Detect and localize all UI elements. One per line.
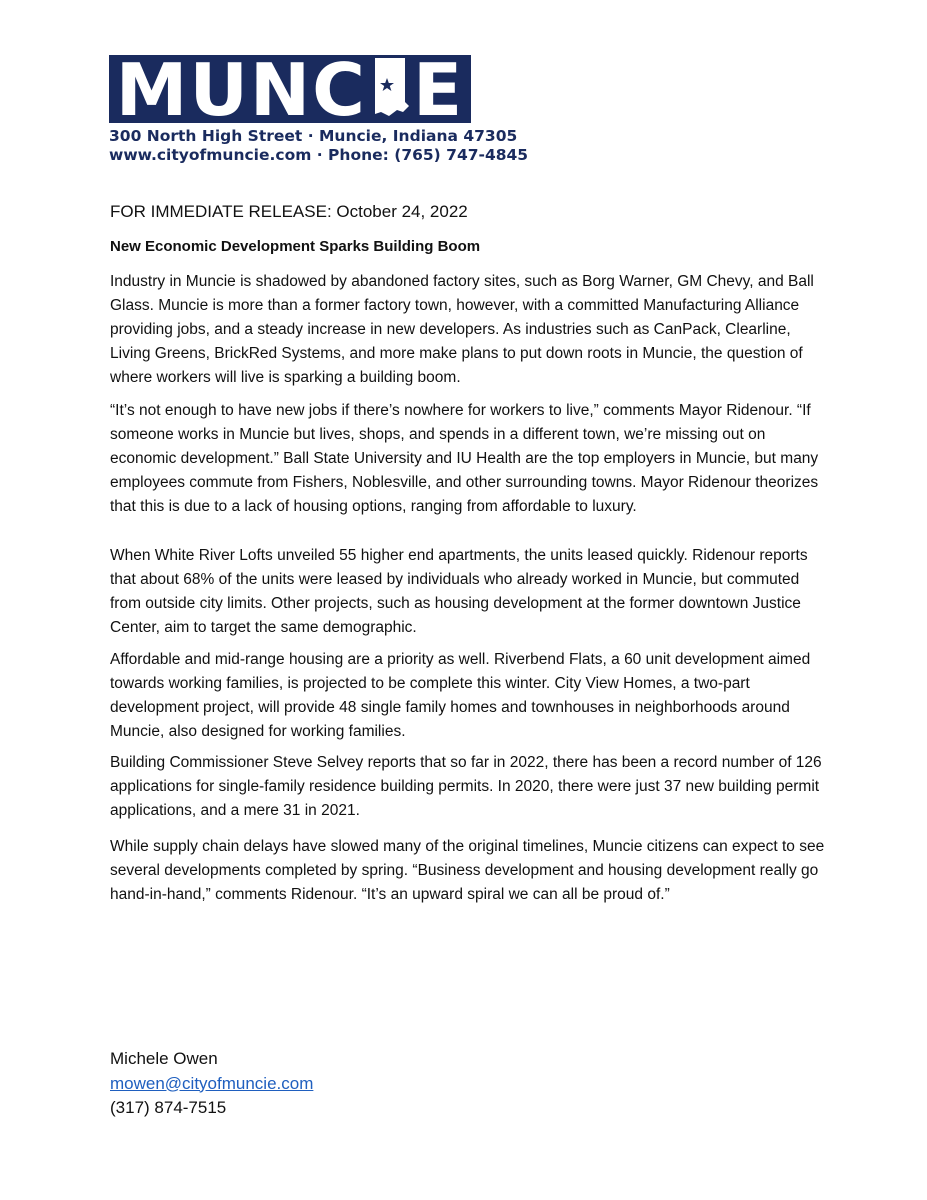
- paragraph: “It’s not enough to have new jobs if there’s nowhere for workers to live,” comments Mayor Ridenour. “If someone works in Muncie but lives, shops, and spends in a different town, we’re missing out on economic development.” Ball State University and IU Health are the top employers in Muncie, but many employees commute from Fishers, Noblesville, and other surrounding towns. Mayor Ridenour theorizes that this is due to a lack of housing options, ranging from affordable to luxury.: [110, 402, 819, 515]
- paragraph: While supply chain delays have slowed many of the original timelines, Muncie citizens can expect to see several developments completed by spring. “Business development and housing development really go hand-in-hand,” comments Ridenour. “It’s an upward spiral we can all be proud of.”: [110, 838, 825, 903]
- contact-email-link[interactable]: mowen@cityofmuncie.com: [110, 1073, 314, 1093]
- paragraph: Industry in Muncie is shadowed by abandoned factory sites, such as Borg Warner, GM Chevy, and Ball Glass. Muncie is more than a former factory town, however, with a committed Manufacturing Alliance providing jobs, and a steady increase in new developers. As industries such as CanPack, Clearline, Living Greens, BrickRed Systems, and more make plans to put down roots in Muncie, the question of where workers will live is sparking a building boom.: [110, 273, 814, 386]
- logo-text-right: E: [413, 48, 465, 132]
- release-dateline: FOR IMMEDIATE RELEASE: October 24, 2022: [110, 202, 468, 221]
- paragraph: Building Commissioner Steve Selvey reports that so far in 2022, there has been a record number of 126 applications for single-family residence building permits. In 2020, there were just 37 new building permit applications, and a mere 31 in 2021.: [110, 754, 822, 819]
- web-phone-line: www.cityofmuncie.com · Phone: (765) 747-4845: [109, 146, 529, 164]
- contact-phone: (317) 874-7515: [110, 1098, 227, 1117]
- paragraph: When White River Lofts unveiled 55 higher end apartments, the units leased quickly. Ridenour reports that about 68% of the units were leased by individuals who already worked in Muncie, but commuted from outside city limits. Other projects, such as housing development at the former downtown Justice Center, aim to target the same demographic.: [110, 547, 808, 636]
- paragraph: Affordable and mid-range housing are a priority as well. Riverbend Flats, a 60 unit development aimed towards working families, is projected to be complete this winter. City View Homes, a two-part development project, will provide 48 single family homes and townhouses in neighborhoods around Muncie, also designed for working families.: [110, 651, 811, 740]
- letterhead-address: [109, 127, 528, 165]
- logo-text-left: MUNC: [115, 48, 368, 132]
- headline: New Economic Development Sparks Building Boom: [110, 238, 481, 255]
- address-line: 300 North High Street · Muncie, Indiana 47305: [109, 127, 518, 145]
- contact-name: Michele Owen: [110, 1049, 218, 1068]
- indiana-state-icon: [367, 58, 413, 118]
- contact-block: [110, 1047, 313, 1121]
- logo-text: [115, 48, 465, 132]
- muncie-logo: [109, 48, 471, 132]
